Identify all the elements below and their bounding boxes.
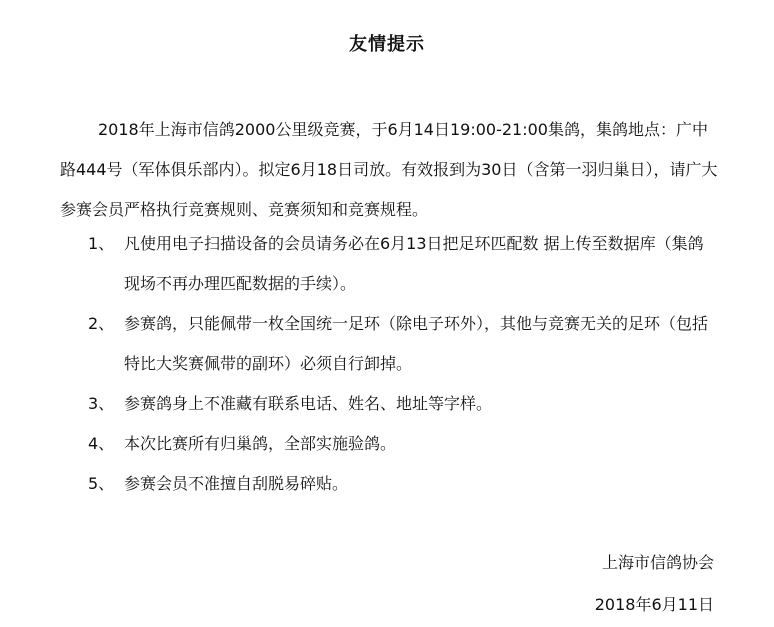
item-number: 4、 — [88, 434, 115, 453]
list-item — [88, 384, 728, 424]
notice-title: 友情提示 — [349, 34, 425, 55]
item-text: 参赛鸽身上不准藏有联系电话、姓名、地址等字样。 — [124, 394, 493, 413]
item-text: 参赛会员不准擅自刮脱易碎贴。 — [124, 474, 349, 493]
signature-organization: 上海市信鸽协会 — [601, 553, 714, 572]
item-text: 参赛鸽，只能佩带一枚全国统一足环（除电子环外），其他与竞赛无关的足环（包括特比大奖赛佩带的副环）必须自行卸掉。 — [124, 314, 709, 373]
notice-intro: 2018年上海市信鸽2000公里级竞赛，于6月14日19:00-21:00集鸽，集鸽地点：广中路444号（军体俱乐部内）。拟定6月18日司放。有效报到为30日（含第一羽归巢日），请广大参赛会员严格执行竞赛规则、竞赛须知和竞赛规程。 — [60, 120, 718, 219]
item-text: 凡使用电子扫描设备的会员请务必在6月13日把足环匹配数 据上传至数据库（集鸽现场不再办理匹配数据的手续）。 — [124, 234, 704, 293]
list-item — [88, 464, 728, 504]
item-number: 3、 — [88, 394, 115, 413]
list-item — [88, 304, 728, 384]
notice-items — [88, 224, 728, 504]
list-item — [88, 224, 728, 304]
item-number: 5、 — [88, 474, 115, 493]
signature-date: 2018年6月11日 — [594, 595, 714, 614]
item-number: 2、 — [88, 314, 115, 333]
list-item — [88, 424, 728, 464]
item-number: 1、 — [88, 234, 115, 253]
item-text: 本次比赛所有归巢鸽，全部实施验鸽。 — [124, 434, 397, 453]
